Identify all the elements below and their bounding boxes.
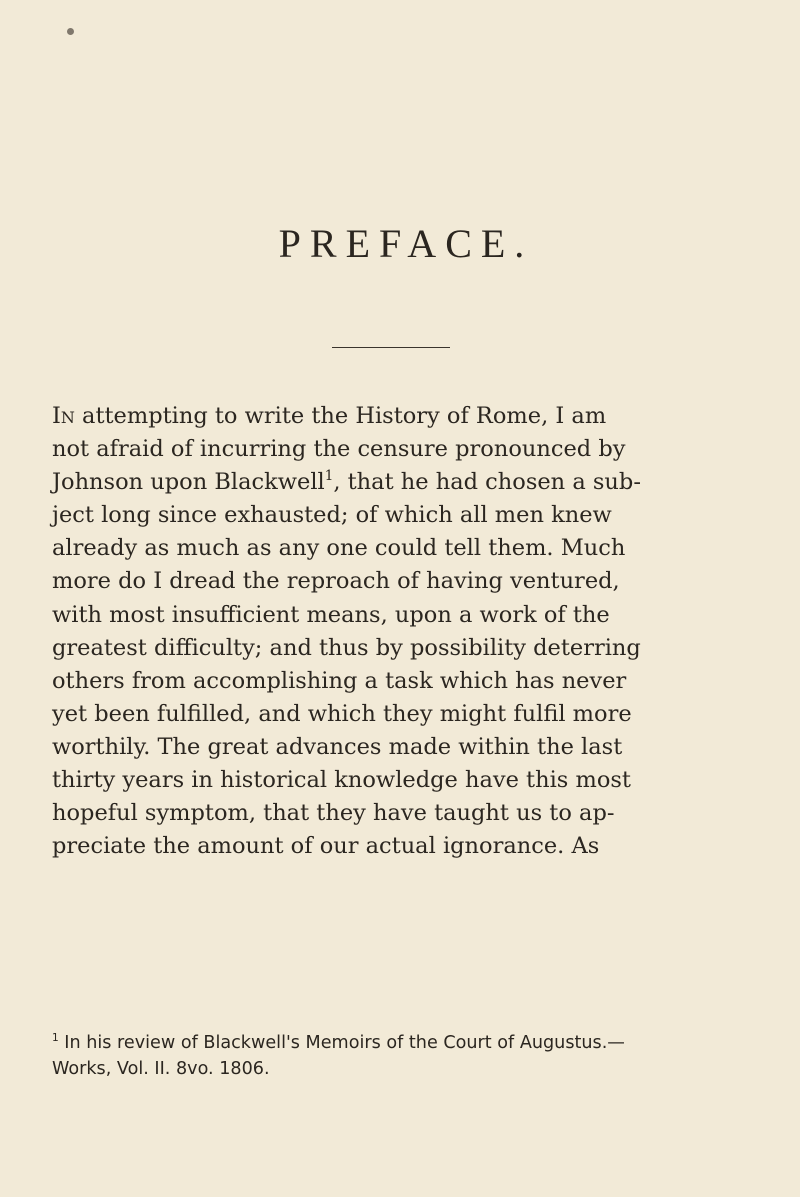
body-line-6: more do I dread the reproach of having ventured, [52,568,620,595]
body-line-5: already as much as any one could tell them. Much [52,535,626,562]
body-line-11: worthily. The great advances made within the last [52,733,623,760]
title-rule [332,347,450,348]
body-line-2: not afraid of incurring the censure pronounced by [52,436,626,463]
body-line-1: attempting to write the History of Rome, I am [74,403,607,429]
body-line-13: hopeful symptom, that they have taught us to ap- [52,800,615,827]
body-line-7: with most insufficient means, upon a work of the [52,601,610,628]
footnote-marker: 1 [52,1032,59,1045]
body-line-9: others from accomplishing a task which has never [52,667,627,694]
body-line-3a: Johnson upon Blackwell [52,469,325,496]
footnote-line-1: In his review of Blackwell's Memoirs of the Court of Augustus.— [58,1033,625,1053]
footnote [52,1030,752,1082]
body-line-4: ject long since exhausted; of which all men knew [52,502,612,529]
body-line-3b: , that he had chosen a sub- [333,469,641,496]
body-paragraph [52,400,752,863]
footnote-reference: 1 [324,468,334,485]
footnote-line-2: Works, Vol. II. 8vo. 1806. [52,1059,270,1079]
body-line-10: yet been fulfilled, and which they might fulfil more [52,700,632,727]
first-word: In [52,403,75,429]
page-title: PREFACE. [278,221,534,266]
body-line-12: thirty years in historical knowledge have this most [52,767,631,794]
body-line-8: greatest difficulty; and thus by possibility deterring [52,634,641,661]
ink-speck [67,28,74,35]
body-line-14: preciate the amount of our actual ignorance. As [52,833,600,860]
